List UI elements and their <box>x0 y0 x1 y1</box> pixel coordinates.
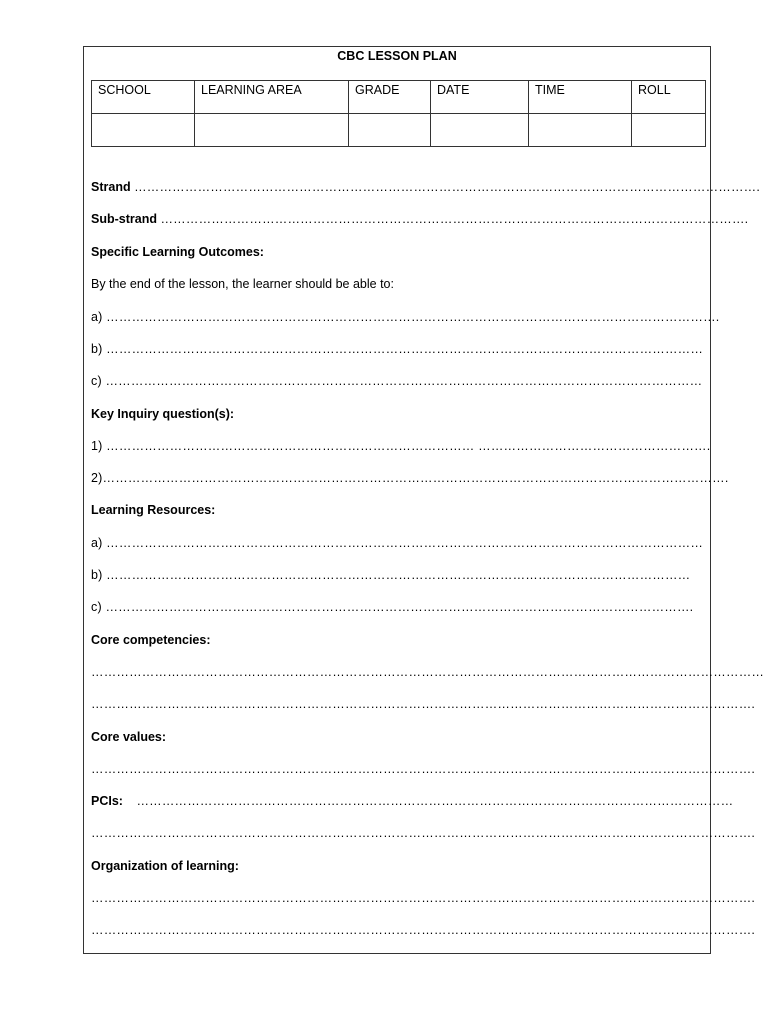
sub-strand-line <box>91 212 748 226</box>
resource-item-c[interactable]: c) …………………………………………………………………………………………………………………………. <box>91 600 694 614</box>
resource-item-b[interactable]: b) ………………………………………………………………………………………………………………………… <box>91 568 691 582</box>
core-competencies-line-1[interactable]: …………………………………………………………………………………………………………………………………………… <box>91 665 765 679</box>
kiq-item-1[interactable]: 1) …………………………………………………………………………… ………………………………………………. <box>91 439 711 453</box>
slo-intro: By the end of the lesson, the learner should be able to: <box>91 277 394 291</box>
sub-strand-label: Sub-strand <box>91 212 157 226</box>
value-cell-learning-area[interactable] <box>195 114 349 147</box>
organization-line-1[interactable]: …………………………………………………………………………………………………………………………………………. <box>91 891 756 905</box>
value-cell-date[interactable] <box>431 114 529 147</box>
value-cell-time[interactable] <box>529 114 632 147</box>
core-competencies-heading: Core competencies: <box>91 633 211 647</box>
value-row <box>92 114 706 147</box>
organization-heading: Organization of learning: <box>91 859 239 873</box>
slo-item-b[interactable]: b) …………………………………………………………………………………………………………………………… <box>91 342 704 356</box>
pcis-field[interactable]: …………………………………………………………………………………………………………………………… <box>136 794 734 808</box>
header-cell-learning-area: LEARNING AREA <box>195 81 349 114</box>
slo-item-a[interactable]: a) ………………………………………………………………………………………………………………………………. <box>91 310 720 324</box>
pcis-line-2[interactable]: …………………………………………………………………………………………………………………………………………. <box>91 826 756 840</box>
header-cell-roll: ROLL <box>632 81 706 114</box>
pcis-label: PCIs: <box>91 794 123 808</box>
resources-heading: Learning Resources: <box>91 503 216 517</box>
header-cell-school: SCHOOL <box>92 81 195 114</box>
value-cell-school[interactable] <box>92 114 195 147</box>
organization-line-2[interactable]: …………………………………………………………………………………………………………………………………………. <box>91 923 756 937</box>
header-cell-time: TIME <box>529 81 632 114</box>
strand-label: Strand <box>91 180 131 194</box>
slo-heading: Specific Learning Outcomes: <box>91 245 264 259</box>
core-values-heading: Core values: <box>91 730 167 744</box>
strand-line <box>91 180 760 194</box>
resource-item-a[interactable]: a) …………………………………………………………………………………………………………………………… <box>91 536 704 550</box>
header-cell-grade: GRADE <box>349 81 431 114</box>
kiq-item-2[interactable]: 2)…………………………………………………………………………………………………………………………………. <box>91 471 729 485</box>
value-cell-roll[interactable] <box>632 114 706 147</box>
header-table <box>91 80 706 147</box>
header-cell-date: DATE <box>431 81 529 114</box>
core-competencies-line-2[interactable]: …………………………………………………………………………………………………………………………………………. <box>91 697 756 711</box>
value-cell-grade[interactable] <box>349 114 431 147</box>
strand-field[interactable]: …………………………………………………………………………………………………………………………………. <box>134 180 761 194</box>
pcis-line <box>91 794 733 808</box>
sub-strand-field[interactable]: …………………………………………………………………………………………………………………………. <box>160 212 749 226</box>
header-row <box>92 81 706 114</box>
lesson-plan-form <box>83 46 765 954</box>
kiq-heading: Key Inquiry question(s): <box>91 407 235 421</box>
document-title: CBC LESSON PLAN <box>337 49 457 63</box>
core-values-line-1[interactable]: …………………………………………………………………………………………………………………………………………. <box>91 762 756 776</box>
slo-item-c[interactable]: c) …………………………………………………………………………………………………………………………… <box>91 374 703 388</box>
